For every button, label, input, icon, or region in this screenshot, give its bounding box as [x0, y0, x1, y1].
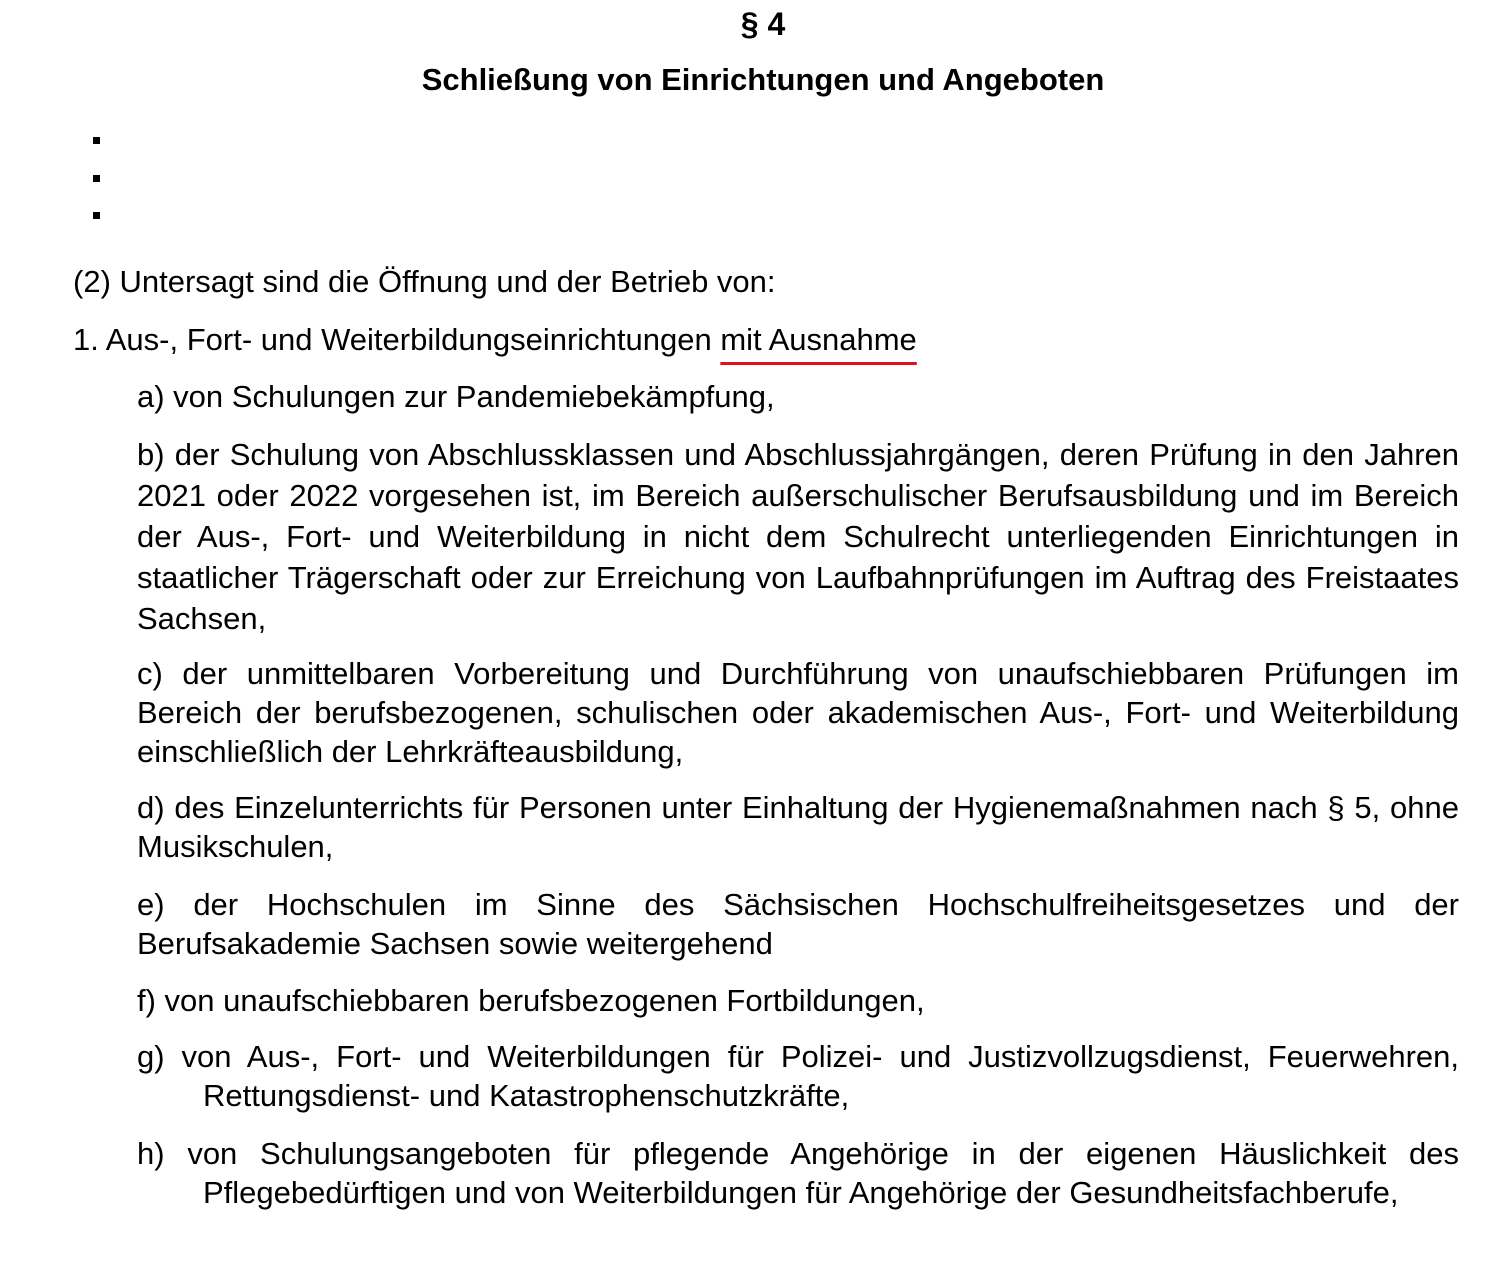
- omission-dot: [93, 212, 100, 219]
- subitem-c: c) der unmittelbaren Vorbereitung und Durchführung von unaufschiebbaren Prüfungen im Bereich der berufsbezogenen, schulischen oder akademischen Aus-, Fort- und Weiterbildung einschließlich der Lehrkräfteausbildung,: [137, 656, 1459, 769]
- section-number: § 4: [740, 6, 786, 42]
- subitem-d: d) des Einzelunterrichts für Personen unter Einhaltung der Hygienemaßnahmen nach § 5, ohne Musikschulen,: [137, 790, 1459, 864]
- subitem-h: h) von Schulungsangeboten für pflegende Angehörige in der eigenen Häuslichkeit des Pflegebedürftigen und von Weiterbildungen für Angehörige der Gesundheitsfachberufe,: [137, 1136, 1459, 1210]
- section-title: Schließung von Einrichtungen und Angeboten: [421, 62, 1105, 97]
- omission-dot: [93, 137, 100, 144]
- paragraph-2-intro: (2) Untersagt sind die Öffnung und der Betrieb von:: [73, 264, 776, 299]
- omission-dot: [93, 175, 100, 182]
- subitem-f: f) von unaufschiebbaren berufsbezogenen Fortbildungen,: [137, 983, 925, 1018]
- subitem-a: a) von Schulungen zur Pandemiebekämpfung,: [137, 379, 775, 414]
- subitem-b: b) der Schulung von Abschlussklassen und Abschlussjahrgängen, deren Prüfung in den Jahren 2021 oder 2022 vorgesehen ist, im Bereich außerschulischer Berufsausbildung und im Bereich der Aus-, Fort- und Weiterbildung in nicht dem Schulrecht unterliegenden Einrichtungen in staatlicher Trägerschaft oder zur Erreichung von Laufbahnprüfungen im Auftrag des Freistaates Sachsen,: [137, 437, 1459, 636]
- list-item-1: [73, 320, 917, 359]
- subitem-e: e) der Hochschulen im Sinne des Sächsischen Hochschulfreiheitsgesetzes und der Berufsakademie Sachsen sowie weitergehend: [137, 887, 1459, 961]
- highlighted-exception-phrase: mit Ausnahme: [720, 322, 917, 357]
- subitem-g: g) von Aus-, Fort- und Weiterbildungen für Polizei- und Justizvollzugsdienst, Feuerwehren, Rettungsdienst- und Katastrophenschutzkräfte,: [137, 1039, 1459, 1113]
- list-item-1-text: 1. Aus-, Fort- und Weiterbildungseinrichtungen: [73, 322, 721, 357]
